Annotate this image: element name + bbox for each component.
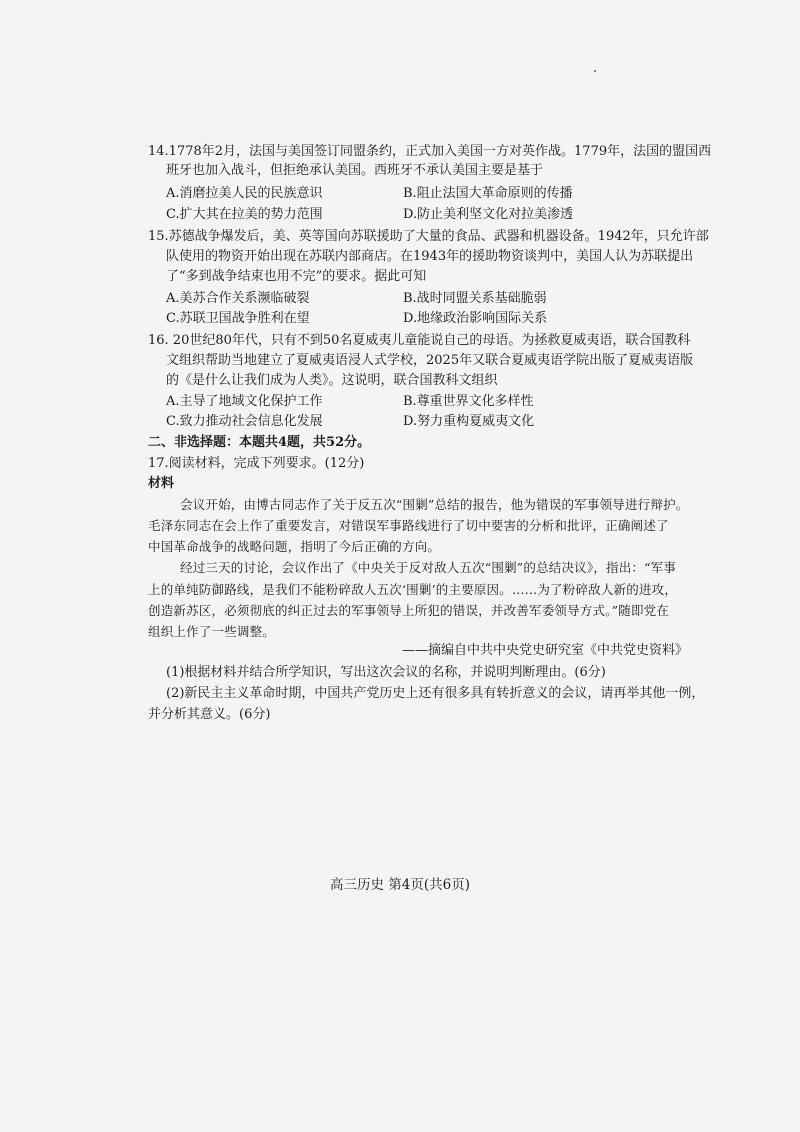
material-p2-line2: 上的单纯防御路线，是我们不能粉碎敌人五次‘围剿’的主要原因。……为了粉碎敌人新的进攻， (148, 582, 678, 597)
material-p1-line3: 中国革命战争的战略问题，指明了今后正确的方向。 (148, 539, 441, 554)
q16-option-c: C.致力推动社会信息化发展 (166, 414, 323, 429)
q15-stem-line1: 15.苏德战争爆发后，美、英等国向苏联援助了大量的食品、武器和机器设备。1942年，只允许部 (148, 229, 709, 244)
scan-speck (594, 70, 596, 72)
q15-option-a: A.美苏合作关系濒临破裂 (166, 291, 310, 306)
q16-stem-line2: 文组织帮助当地建立了夏威夷语浸人式学校，2025年又联合夏威夷语学院出版了夏威夷语版 (166, 353, 694, 368)
q14-option-b: B.阻止法国大革命原则的传播 (403, 186, 573, 201)
q14-stem-line2: 班牙也加入战斗，但拒绝承认美国。西班牙不承认美国主要是基于 (166, 163, 544, 178)
material-p2-line4: 组织上作了一些调整。 (148, 624, 276, 639)
q15-option-b: B.战时同盟关系基础脆弱 (403, 291, 547, 306)
page-footer: 高三历史 第4页(共6页) (329, 877, 470, 893)
q15-stem-line2: 队使用的物资开始出现在苏联内部商店。在1943年的援助物资谈判中，美国人认为苏联提出 (166, 249, 694, 264)
q15-option-d: D.地缘政治影响国际关系 (403, 311, 548, 326)
q16-option-d: D.努力重构夏威夷文化 (403, 414, 535, 429)
q15-option-c: C.苏联卫国战争胜利在望 (166, 311, 310, 326)
q17-prompt: 17.阅读材料，完成下列要求。(12分) (148, 456, 365, 471)
material-p2-line1: 经过三天的讨论，会议作出了《中央关于反对敌人五次“围剿”的总结决议》，指出：“军事 (180, 560, 677, 575)
q14-option-c: C.扩大其在拉美的势力范围 (166, 207, 323, 222)
material-p1-line1: 会议开始，由博古同志作了关于反五次“围剿”总结的报告，他为错误的军事领导进行辩护。 (180, 497, 689, 512)
material-source: ——摘编自中共中央党史研究室《中共党史资料》 (402, 643, 689, 658)
q14-stem-line1: 14.1778年2月，法国与美国签订同盟条约，正式加入美国一方对英作战。1779年，法国的盟国西 (148, 144, 712, 159)
q16-stem-line3: 的《是什么让我们成为人类》。这说明，联合国教科文组织 (166, 373, 498, 388)
q17-subquestion-2-line1: (2)新民主主义革命时期，中国共产党历史上还有很多具有转折意义的会议，请再举其他一例， (166, 686, 705, 701)
q16-stem-line1: 16. 20世纪80年代，只有不到50名夏威夷儿童能说自己的母语。为拯救夏威夷语，联合国教科 (148, 333, 691, 348)
q17-subquestion-2-line2: 并分析其意义。(6分) (148, 707, 271, 722)
q16-option-b: B.尊重世界文化多样性 (403, 394, 534, 409)
q14-option-a: A.消磨拉美人民的民族意识 (166, 186, 323, 201)
material-p1-line2: 毛泽东同志在会上作了重要发言，对错误军事路线进行了切中要害的分析和批评，正确阐述了 (148, 518, 669, 533)
q16-option-a: A.主导了地域文化保护工作 (166, 394, 323, 409)
q14-option-d: D.防止美利坚文化对拉美渗透 (403, 207, 574, 222)
section-heading: 二、非选择题：本题共4题，共52分。 (148, 435, 371, 450)
q17-subquestion-1: (1)根据材料并结合所学知识，写出这次会议的名称，并说明判断理由。(6分) (166, 665, 606, 680)
material-label: 材料 (148, 476, 175, 491)
q15-stem-line3: 了“多到战争结束也用不完”的要求。据此可知 (166, 269, 427, 284)
material-p2-line3: 创造新苏区，必须彻底的纠正过去的军事领导上所犯的错误，并改善军委领导方式。”随即党在 (148, 603, 670, 618)
